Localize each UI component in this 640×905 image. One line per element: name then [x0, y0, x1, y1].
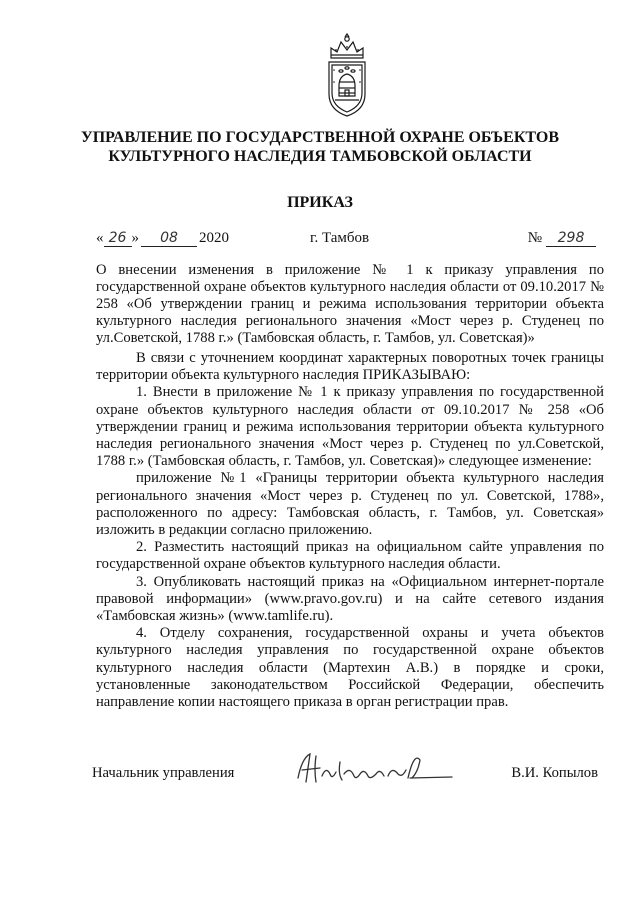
date-number-line [96, 230, 598, 250]
signatory-name: В.И. Копылов [511, 765, 598, 781]
order-number [528, 230, 596, 247]
signatory-position: Начальник управления [92, 765, 235, 781]
order-number-label: № [527, 230, 542, 246]
order-item-4: 4. Отделу сохранения, государственной охраны и учета объектов культурного наследия управления по государственной охране объектов культурного наследия области (Мартехин А.В.) в порядке и сроки, установленные законодательством Российской Федерации, обеспечить направление копии настоящего приказа в орган регистрации прав. [96, 625, 604, 711]
handwritten-signature-icon [292, 748, 457, 790]
date-close-quote: » [131, 230, 139, 246]
order-body [96, 350, 604, 711]
organization-title-line2: КУЛЬТУРНОГО НАСЛЕДИЯ ТАМБОВСКОЙ ОБЛАСТИ [108, 148, 532, 165]
organization-title-line1: УПРАВЛЕНИЕ ПО ГОСУДАРСТВЕННОЙ ОХРАНЕ ОБЪЕКТОВ [80, 129, 559, 146]
date-open-quote: « [96, 230, 104, 246]
order-number-handwritten: 298 [546, 230, 596, 247]
order-city: г. Тамбов [310, 230, 370, 246]
order-date [96, 230, 229, 247]
order-item-1: 1. Внести в приложение № 1 к приказу управления по государственной охране объектов культурного наследия области от 09.10.2017 № 258 «Об утверждении границ и режима использования территории объекта культурного наследия регионального значения «Мост через р. Студенец по ул.Советской, 1788 г.» (Тамбовская область, г. Тамбов, ул. Советская)» следующее изменение: [96, 384, 604, 470]
order-item-3: 3. Опубликовать настоящий приказ на «Официальном интернет-портале правовой информации» (www.pravo.gov.ru) и на сайте сетевого издания «Тамбовская жизнь» (www.tamlife.ru). [96, 573, 604, 625]
document-type-title: ПРИКАЗ [287, 194, 353, 211]
order-item-2: 2. Разместить настоящий приказ на официальном сайте управления по государственной охране объектов культурного наследия области. [96, 539, 604, 573]
date-year: 2020 [199, 230, 229, 246]
tambov-coat-of-arms-icon [321, 30, 373, 118]
organization-title [60, 128, 580, 166]
date-day-handwritten: 26 [104, 230, 132, 247]
date-month-handwritten: 08 [141, 230, 197, 247]
order-intro: В связи с уточнением координат характерных поворотных точек границы территории объекта культурного наследия ПРИКАЗЫВАЮ: [96, 350, 604, 384]
order-item-1-annex: приложение №1 «Границы территории объекта культурного наследия регионального значения «Мост через р. Студенец по ул. Советской, 1788», расположенного по адресу: Тамбовская область, г. Тамбов, ул. Советская» изложить в редакции согласно приложению. [96, 470, 604, 539]
order-subject: О внесении изменения в приложение № 1 к приказу управления по государственной охране объектов культурного наследия области от 09.10.2017 № 258 «Об утверждении границ и режима использования территории объекта культурного наследия регионального значения «Мост через р. Студенец по ул.Советской, 1788 г.» (Тамбовская область, г. Тамбов, ул. Советская)» [96, 262, 604, 346]
